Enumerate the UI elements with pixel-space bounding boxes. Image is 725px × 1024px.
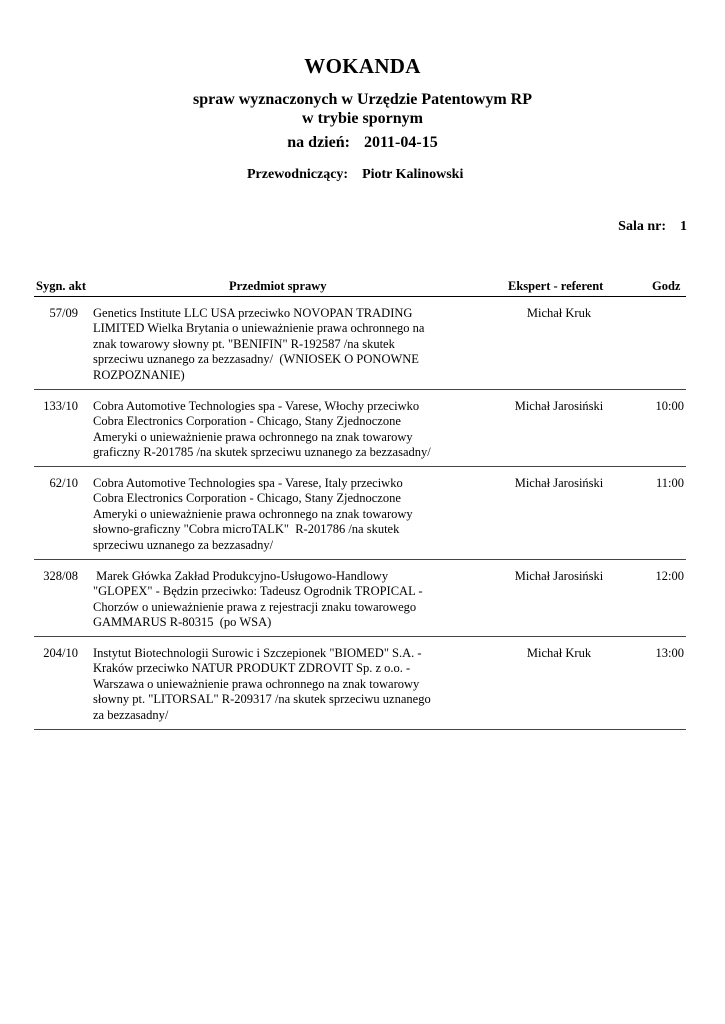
table-row <box>34 637 686 730</box>
case-subject <box>93 569 463 631</box>
case-signature: 328/08 <box>43 569 78 583</box>
date-value: 2011-04-15 <box>363 134 438 151</box>
case-time: 12:00 <box>655 569 684 583</box>
document-subtitle-mode: w trybie spornym <box>302 110 423 127</box>
case-subject-line: LIMITED Wielka Brytania o unieważnienie prawa ochronnego na <box>93 321 425 336</box>
case-time: 10:00 <box>655 399 684 413</box>
table-row <box>34 467 686 560</box>
case-subject <box>93 306 463 383</box>
case-subject-line: Cobra Automotive Technologies spa - Varese, Włochy przeciwko <box>93 399 420 413</box>
case-subject-line: znak towarowy słowny pt. "BENIFIN" R-192587 /na skutek <box>93 336 395 351</box>
column-header-ekspert: Ekspert - referent <box>508 279 604 293</box>
case-expert: Michał Jarosiński <box>514 476 604 490</box>
chairperson <box>247 167 463 183</box>
case-signature: 133/10 <box>43 399 78 413</box>
case-subject-line: Ameryki o unieważnienie prawa ochronnego na znak towarowy <box>93 429 413 444</box>
case-subject-line: Kraków przeciwko NATUR PRODUKT ZDROVIT Sp. z o.o. - <box>93 661 411 676</box>
date-label: na dzień: <box>287 134 350 151</box>
case-subject <box>93 399 463 461</box>
case-subject-line: Cobra Electronics Corporation - Chicago, Stany Zjednoczone <box>93 414 401 429</box>
case-time: 11:00 <box>655 476 684 490</box>
case-subject-line: Genetics Institute LLC USA przeciwko NOVOPAN TRADING <box>93 306 413 320</box>
case-signature: 57/09 <box>49 306 78 320</box>
column-header-przedmiot: Przedmiot sprawy <box>229 279 327 293</box>
document-title: WOKANDA <box>304 54 421 78</box>
case-expert: Michał Jarosiński <box>514 399 604 413</box>
case-expert: Michał Kruk <box>526 646 592 660</box>
case-subject-line: słowno-graficzny "Cobra microTALK" R-201786 /na skutek <box>93 522 400 537</box>
case-subject-line: sprzeciwu uznanego za bezzasadny/ <box>93 537 274 552</box>
case-subject-line: Ameryki o unieważnienie prawa ochronnego na znak towarowy <box>93 506 413 521</box>
room-value: 1 <box>680 219 687 234</box>
case-table <box>34 297 686 730</box>
room-number <box>618 219 687 235</box>
column-header-godz: Godz <box>652 279 681 293</box>
room-label: Sala nr: <box>618 219 666 234</box>
document-subtitle: spraw wyznaczonych w Urzędzie Patentowym RP <box>192 91 533 108</box>
hearing-date <box>0 134 725 152</box>
case-subject-line: Marek Główka Zakład Produkcyjno-Usługowo-Handlowy <box>93 569 389 583</box>
case-subject-line: słowny pt. "LITORSAL" R-209317 /na skutek sprzeciwu uznanego <box>93 692 431 707</box>
case-expert: Michał Jarosiński <box>514 569 604 583</box>
case-subject-line: Chorzów o unieważnienie prawa z rejestracji znaku towarowego <box>93 599 417 614</box>
case-subject-line: Cobra Automotive Technologies spa - Varese, Italy przeciwko <box>93 476 403 490</box>
case-expert: Michał Kruk <box>526 306 592 320</box>
case-subject-line: "GLOPEX" - Będzin przeciwko: Tadeusz Ogrodnik TROPICAL - <box>93 584 423 599</box>
chair-value: Piotr Kalinowski <box>362 167 464 182</box>
case-subject-line: GAMMARUS R-80315 (po WSA) <box>93 615 272 630</box>
case-subject-line: Cobra Electronics Corporation - Chicago, Stany Zjednoczone <box>93 491 401 506</box>
table-row <box>34 390 686 467</box>
chair-label: Przewodniczący: <box>247 167 349 182</box>
case-subject-line: sprzeciwu uznanego za bezzasadny/ (WNIOSEK O PONOWNE <box>93 352 419 367</box>
case-subject <box>93 646 463 723</box>
case-subject-line: Instytut Biotechnologii Surowic i Szczepionek "BIOMED" S.A. - <box>93 646 422 660</box>
case-signature: 62/10 <box>49 476 78 490</box>
case-signature: 204/10 <box>43 646 78 660</box>
column-header-sygn: Sygn. akt <box>36 279 87 293</box>
table-row <box>34 297 686 390</box>
table-row <box>34 560 686 637</box>
case-time: 13:00 <box>655 646 684 660</box>
case-subject-line: graficzny R-201785 /na skutek sprzeciwu uznanego za bezzasadny/ <box>93 445 431 460</box>
case-subject-line: za bezzasadny/ <box>93 707 169 722</box>
case-subject-line: ROZPOZNANIE) <box>93 367 185 382</box>
case-subject-line: Warszawa o unieważnienie prawa ochronnego na znak towarowy <box>93 676 420 691</box>
case-subject <box>93 476 463 553</box>
